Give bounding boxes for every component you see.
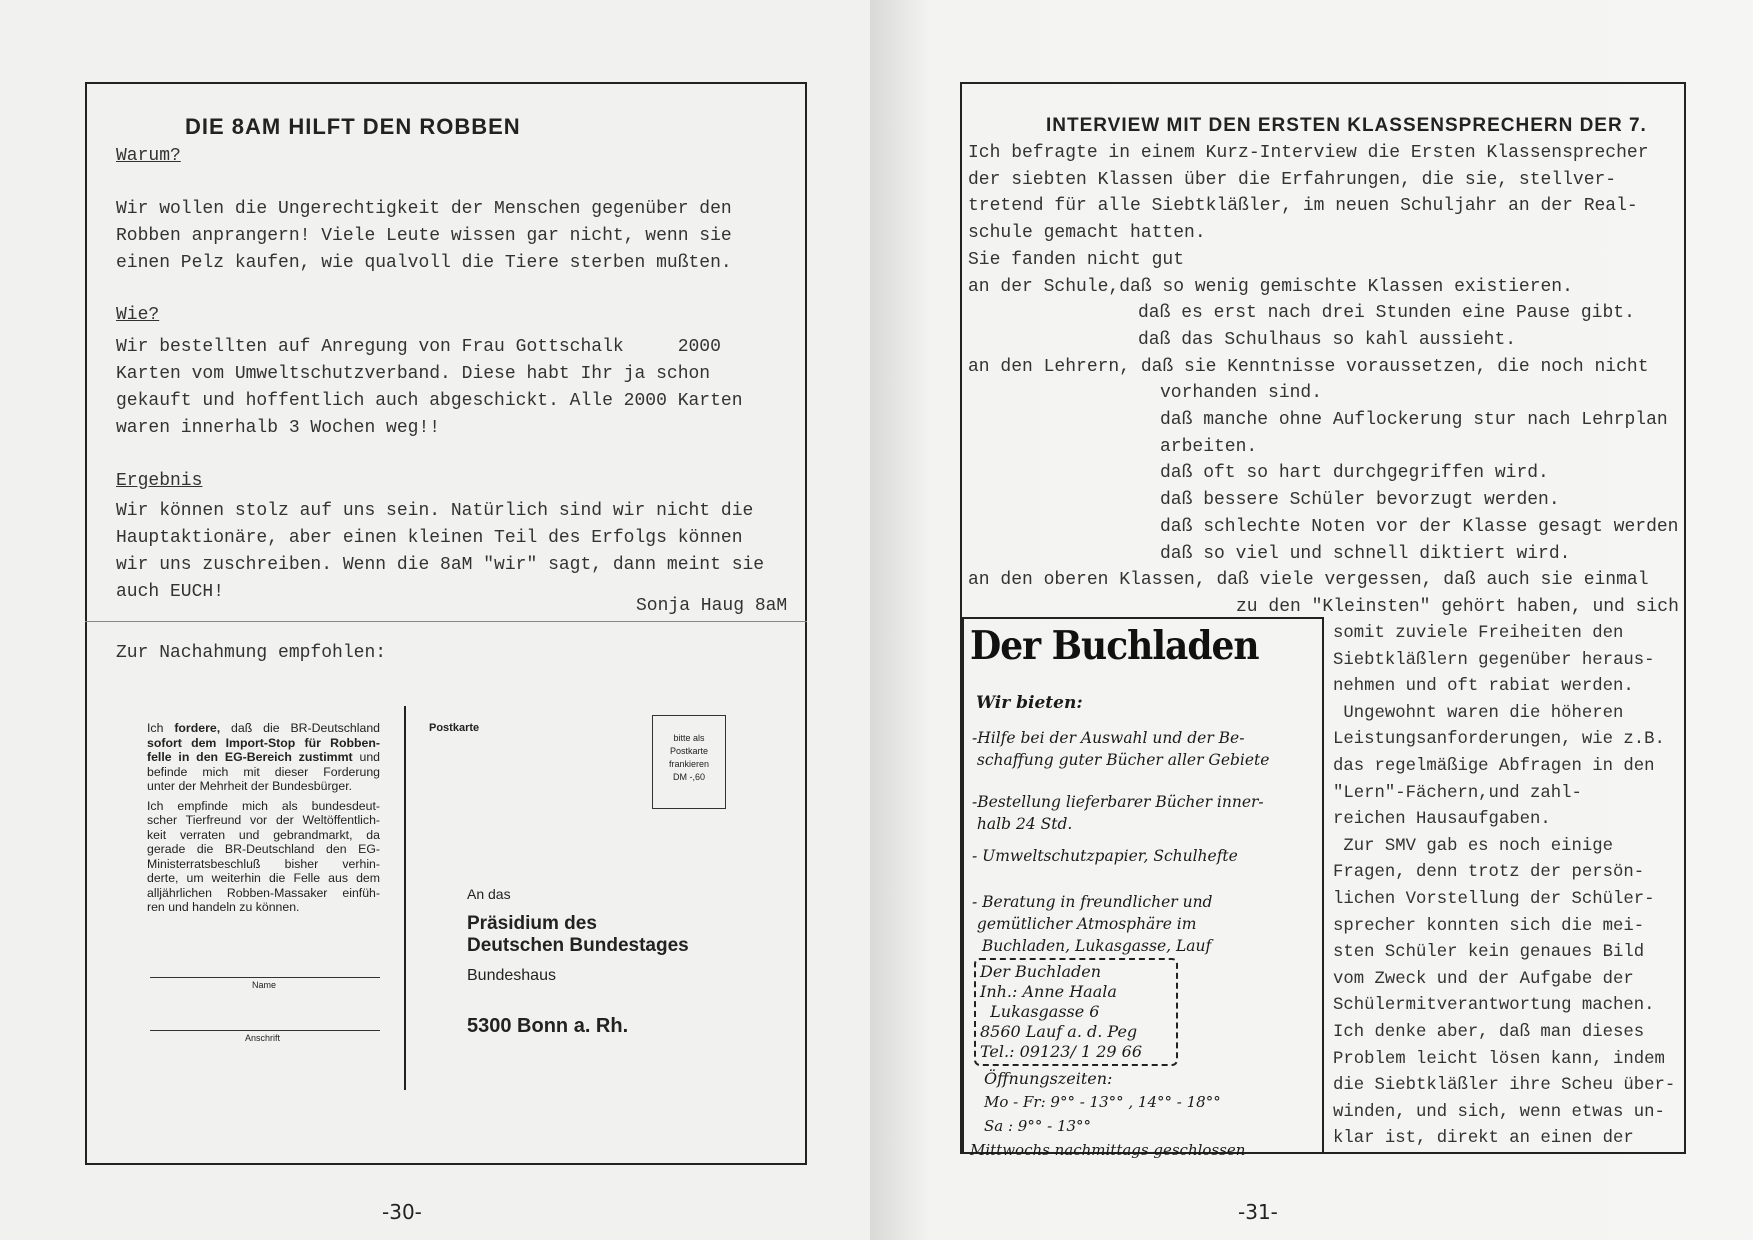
address-label: Anschrift bbox=[245, 1033, 281, 1043]
column-line: Zur SMV gab es noch einige bbox=[1333, 836, 1614, 856]
column-line: sprecher konnten sich die mei- bbox=[1333, 916, 1645, 936]
bookshop-ad bbox=[962, 617, 1324, 1159]
column-line: Problem leicht lösen kann, indem bbox=[1333, 1049, 1665, 1069]
interview-line: an der Schule,daß so wenig gemischte Klassen existieren. bbox=[968, 276, 1573, 297]
section-heading: Ergebnis bbox=[116, 471, 203, 491]
interview-line: daß bessere Schüler bevorzugt werden. bbox=[1160, 490, 1560, 511]
feeling-line: derte, um weiterhin die Felle aus dem bbox=[147, 871, 380, 885]
interview-line: daß oft so hart durchgegriffen wird. bbox=[1160, 463, 1549, 484]
ad-offer: - Beratung in freundlicher und gemütlicher Atmosphäre im Buchladen, Lukasgasse, Lauf bbox=[972, 893, 1213, 955]
interview-line: daß schlechte Noten vor der Klasse gesagt werden bbox=[1160, 516, 1679, 537]
postcard-label: Postkarte bbox=[429, 722, 480, 734]
feeling-line: keit verraten und gebrandmarkt, da bbox=[147, 827, 380, 842]
ad-hours-heading: Öffnungszeiten: bbox=[984, 1069, 1113, 1088]
ad-address-line: Lukasgasse 6 bbox=[980, 1002, 1100, 1021]
demand-line: sofort dem Import-Stop für Robben- bbox=[147, 735, 380, 750]
interview-line: der siebten Klassen über die Erfahrungen, die sie, stellver- bbox=[968, 169, 1617, 190]
demand-line: unter der Mehrheit der Bundesbürger. bbox=[147, 779, 353, 793]
body-line: Wir bestellten auf Anregung von Frau Gottschalk 2000 bbox=[116, 337, 721, 357]
postcard-divider bbox=[404, 706, 406, 1090]
interview-line: zu den "Kleinsten" gehört haben, und sich bbox=[1236, 596, 1679, 617]
ad-address-box bbox=[974, 958, 1178, 1066]
demand-line: befinde mich mit dieser Forderung bbox=[147, 764, 380, 779]
column-line: nehmen und oft rabiat werden. bbox=[1333, 677, 1634, 697]
body-line: Robben anprangern! Viele Leute wissen gar nicht, wenn sie bbox=[116, 226, 732, 246]
ad-offer: -Hilfe bei der Auswahl und der Be- schaffung guter Bücher aller Gebiete bbox=[972, 729, 1270, 769]
feeling-line: Ministerratsbeschluß bisher verhin- bbox=[147, 856, 380, 871]
name-line bbox=[150, 977, 380, 978]
name-label: Name bbox=[252, 980, 277, 990]
ad-address-line: Inh.: Anne Haala bbox=[980, 982, 1117, 1001]
interview-line: schule gemacht hatten. bbox=[968, 223, 1206, 244]
recipient-line-1: Präsidium des bbox=[467, 913, 597, 934]
interview-title: INTERVIEW MIT DEN ERSTEN KLASSENSPRECHERN DER 7. bbox=[1046, 115, 1647, 136]
stamp-line: Postkarte bbox=[669, 746, 709, 756]
body-line: Hauptaktionäre, aber einen kleinen Teil des Erfolgs können bbox=[116, 528, 743, 548]
stamp-line: frankieren bbox=[668, 759, 710, 769]
feeling-line: alljährlichen Robben-Massaker einfüh- bbox=[147, 885, 380, 900]
interview-line: daß manche ohne Auflockerung stur nach Lehrplan bbox=[1160, 410, 1668, 430]
interview-line: arbeiten. bbox=[1160, 436, 1258, 457]
body-line: auch EUCH! bbox=[116, 582, 225, 602]
body-line: Karten vom Umweltschutzverband. Diese habt Ihr ja schon bbox=[116, 364, 711, 384]
ad-title: Der Buchladen bbox=[970, 622, 1259, 670]
body-line: Wir wollen die Ungerechtigkeit der Menschen gegenüber den bbox=[116, 199, 732, 219]
column-line: winden, und sich, wenn etwas un- bbox=[1333, 1102, 1665, 1122]
interview-line: daß es erst nach drei Stunden eine Pause gibt. bbox=[1138, 303, 1635, 324]
interview-line: an den Lehrern, daß sie Kenntnisse voraussetzen, die noch nicht bbox=[968, 356, 1649, 377]
column-line: Leistungsanforderungen, wie z.B. bbox=[1333, 730, 1665, 750]
column-line: Siebtkläßlern gegenüber heraus- bbox=[1333, 650, 1655, 670]
column-line: vom Zweck und der Aufgabe der bbox=[1333, 969, 1634, 989]
recipient-prefix: An das bbox=[467, 886, 511, 902]
column-line: "Lern"-Fächern,und zahl- bbox=[1333, 783, 1582, 803]
body-line: gekauft und hoffentlich auch abgeschickt. Alle 2000 Karten bbox=[116, 391, 743, 411]
interview-line: daß das Schulhaus so kahl aussieht. bbox=[1138, 329, 1517, 350]
page-number: -31- bbox=[1238, 1200, 1278, 1224]
demand-line: felle in den EG-Bereich zustimmt und bbox=[147, 750, 380, 764]
demand-line: Ich fordere, daß die BR-Deutschland bbox=[147, 721, 380, 735]
interview-line: daß so viel und schnell diktiert wird. bbox=[1160, 543, 1571, 564]
stamp-line: bitte als bbox=[673, 733, 705, 743]
interview-line: an den oberen Klassen, daß viele vergessen, daß auch sie einmal bbox=[968, 570, 1649, 591]
body-line: einen Pelz kaufen, wie qualvoll die Tiere sterben mußten. bbox=[116, 253, 732, 273]
article-title: DIE 8AM HILFT DEN ROBBEN bbox=[185, 114, 521, 139]
interview-line: tretend für alle Siebtkläßler, im neuen Schuljahr an der Real- bbox=[968, 196, 1638, 217]
ad-address-line: Tel.: 09123/ 1 29 66 bbox=[980, 1042, 1143, 1061]
column-line: das regelmäßige Abfragen in den bbox=[1333, 757, 1655, 776]
article-author: Sonja Haug 8aM bbox=[636, 596, 788, 616]
ad-offer: -Bestellung lieferbarer Bücher inner- halb 24 Std. bbox=[972, 793, 1264, 833]
column-line: sten Schüler kein genaues Bild bbox=[1333, 943, 1645, 963]
body-line: Wir können stolz auf uns sein. Natürlich sind wir nicht die bbox=[116, 501, 754, 521]
recipient-building: Bundeshaus bbox=[467, 967, 556, 984]
column-line: klar ist, direkt an einen der bbox=[1333, 1129, 1634, 1149]
column-line: die Siebtkläßler ihre Scheu über- bbox=[1333, 1076, 1676, 1096]
feeling-line: ren und handeln zu können. bbox=[147, 900, 300, 914]
body-line: waren innerhalb 3 Wochen weg!! bbox=[116, 418, 441, 438]
recipient-city: 5300 Bonn a. Rh. bbox=[467, 1015, 629, 1037]
column-line: somit zuviele Freiheiten den bbox=[1333, 624, 1624, 643]
interview-line: Sie fanden nicht gut bbox=[968, 249, 1185, 270]
interview-line: vorhanden sind. bbox=[1160, 383, 1323, 404]
section-heading: Warum? bbox=[116, 146, 181, 166]
feeling-line: scher Tierfreund vor der Weltöffentlich- bbox=[147, 813, 380, 827]
page-number: -30- bbox=[382, 1200, 422, 1224]
ad-hours-line: Sa : 9°° - 13°° bbox=[984, 1117, 1092, 1135]
column-line: reichen Hausaufgaben. bbox=[1333, 810, 1551, 830]
recipient-line-2: Deutschen Bundestages bbox=[467, 935, 689, 956]
stamp-box bbox=[652, 715, 726, 809]
column-line: Ich denke aber, daß man dieses bbox=[1333, 1023, 1645, 1042]
ad-hours-line: Mo - Fr: 9°° - 13°° , 14°° - 18°° bbox=[984, 1093, 1221, 1111]
divider bbox=[85, 621, 807, 622]
column-line: Schülermitverantwortung machen. bbox=[1333, 996, 1655, 1016]
left-page bbox=[0, 0, 870, 1240]
stamp-line: DM -,60 bbox=[672, 772, 705, 782]
feeling-line: gerade die BR-Deutschland den EG- bbox=[147, 842, 380, 856]
ad-hours-line: Mittwochs nachmittags geschlossen bbox=[970, 1141, 1246, 1159]
right-page bbox=[870, 0, 1753, 1240]
address-line bbox=[150, 1030, 380, 1031]
interview-line: Ich befragte in einem Kurz-Interview die Ersten Klassensprecher bbox=[968, 143, 1649, 163]
section-heading: Wie? bbox=[116, 305, 160, 325]
column-line: Fragen, denn trotz der persön- bbox=[1333, 863, 1645, 883]
column-line: Ungewohnt waren die höheren bbox=[1333, 703, 1624, 723]
postcard-intro: Zur Nachahmung empfohlen: bbox=[116, 643, 387, 663]
ad-address-line: 8560 Lauf a. d. Peg bbox=[980, 1022, 1138, 1041]
ad-offer: - Umweltschutzpapier, Schulhefte bbox=[972, 847, 1238, 865]
column-line: lichen Vorstellung der Schüler- bbox=[1333, 890, 1655, 909]
body-line: wir uns zuschreiben. Wenn die 8aM "wir" sagt, dann meint sie bbox=[116, 555, 765, 575]
ad-address-line: Der Buchladen bbox=[980, 962, 1102, 981]
postcard-demand-text bbox=[147, 721, 380, 915]
ad-offer-heading: Wir bieten: bbox=[976, 693, 1083, 713]
feeling-line: Ich empfinde mich als bundesdeut- bbox=[147, 798, 380, 813]
